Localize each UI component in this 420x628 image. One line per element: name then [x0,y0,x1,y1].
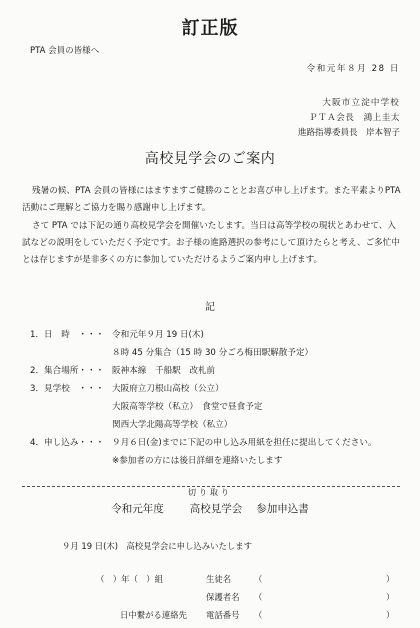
form-title-era: 令和元年度 [111,503,164,515]
item-schools-label: 3．見学校 ・・・ [30,384,105,394]
item-date-sub: ８時 45 分集合（15 時 30 分ごろ梅田駅解散予定） [112,348,314,358]
form-phone-label: 電話番号 [206,610,240,620]
form-student-paren-open[interactable]: （ [254,574,263,584]
ki-heading: 記 [205,302,215,313]
form-phone-paren-open[interactable]: （ [254,610,263,620]
item-place-value: 阪神本線 千船駅 改札前 [112,366,216,376]
item-apply-note: ※参加者の方には後日詳細を連絡いたします [112,456,283,466]
issue-date: 令和元年８月 28 日 [306,64,400,74]
document-title: 高校見学会のご案内 [144,151,276,167]
form-student-paren-close[interactable]: ） [386,574,395,584]
greeting-paragraph: 残暑の候、PTA 会員の皆様にはますますご健勝のこととお喜び申し上げます。また平素よりPTA 活動にご理解とご協力を賜り感謝申し上げます。 [22,186,401,213]
cut-label-text: 切り取り [178,488,242,497]
sender-committee-chair: 進路指導委員長 岸本智子 [297,128,400,138]
item-date-value: 令和元年９月 19 日(木) [112,330,204,340]
form-apply-line: ９月 19 日(木) 高校見学会に申し込みいたします [62,541,253,551]
form-student-label: 生徒名 [206,574,232,584]
item-apply-value: ９月６日(金)までに下記の申し込み用紙を担任に提出してください。 [112,438,377,448]
cut-label [0,480,420,499]
item-school-1: 大阪府立刀根山高校（公立） [112,384,224,394]
item-school-2: 大阪高等学校（私立） 食堂で昼食予定 [112,402,263,412]
announcement-paragraph: さて PTA では下記の通り高校見学会を開催いたします。当日は高等学校の現状とあわせて、入試などの説明をしていただく予定です。お子様の進路選択の参考にして頂けたらと考え、ご多忙中とは存じますが是非多くの方に参加していただけるようご案内申し上げます。 [22,221,400,265]
sender-school: 大阪市立淀中学校 [322,98,400,108]
sender-pta-president: ＰＴＡ会長 鴻上圭太 [308,113,400,123]
form-guardian-paren-close[interactable]: ） [386,592,395,602]
item-school-3: 関西大学北陽高等学校（私立） [112,420,233,430]
form-title-doc: 参加申込書 [256,503,309,515]
revision-stamp: 訂正版 [181,18,239,39]
item-date-label: 1．日 時 ・・・ [30,330,105,340]
form-guardian-paren-open[interactable]: （ [254,592,263,602]
form-title-event: 高校見学会 [189,503,243,515]
item-place-label: 2．集合場所・・・ [30,366,105,376]
item-apply-label: 4．申し込み・・・ [30,438,105,448]
form-phone-paren-close[interactable]: ） [386,610,395,620]
form-contact-label: 日中繋がる連絡先 [120,610,187,620]
form-guardian-label: 保護者名 [206,592,240,602]
form-title [0,501,420,516]
addressee: PTA 会員の皆様へ [30,46,100,56]
form-class-field[interactable]: （ ）年（ ）組 [96,574,163,584]
